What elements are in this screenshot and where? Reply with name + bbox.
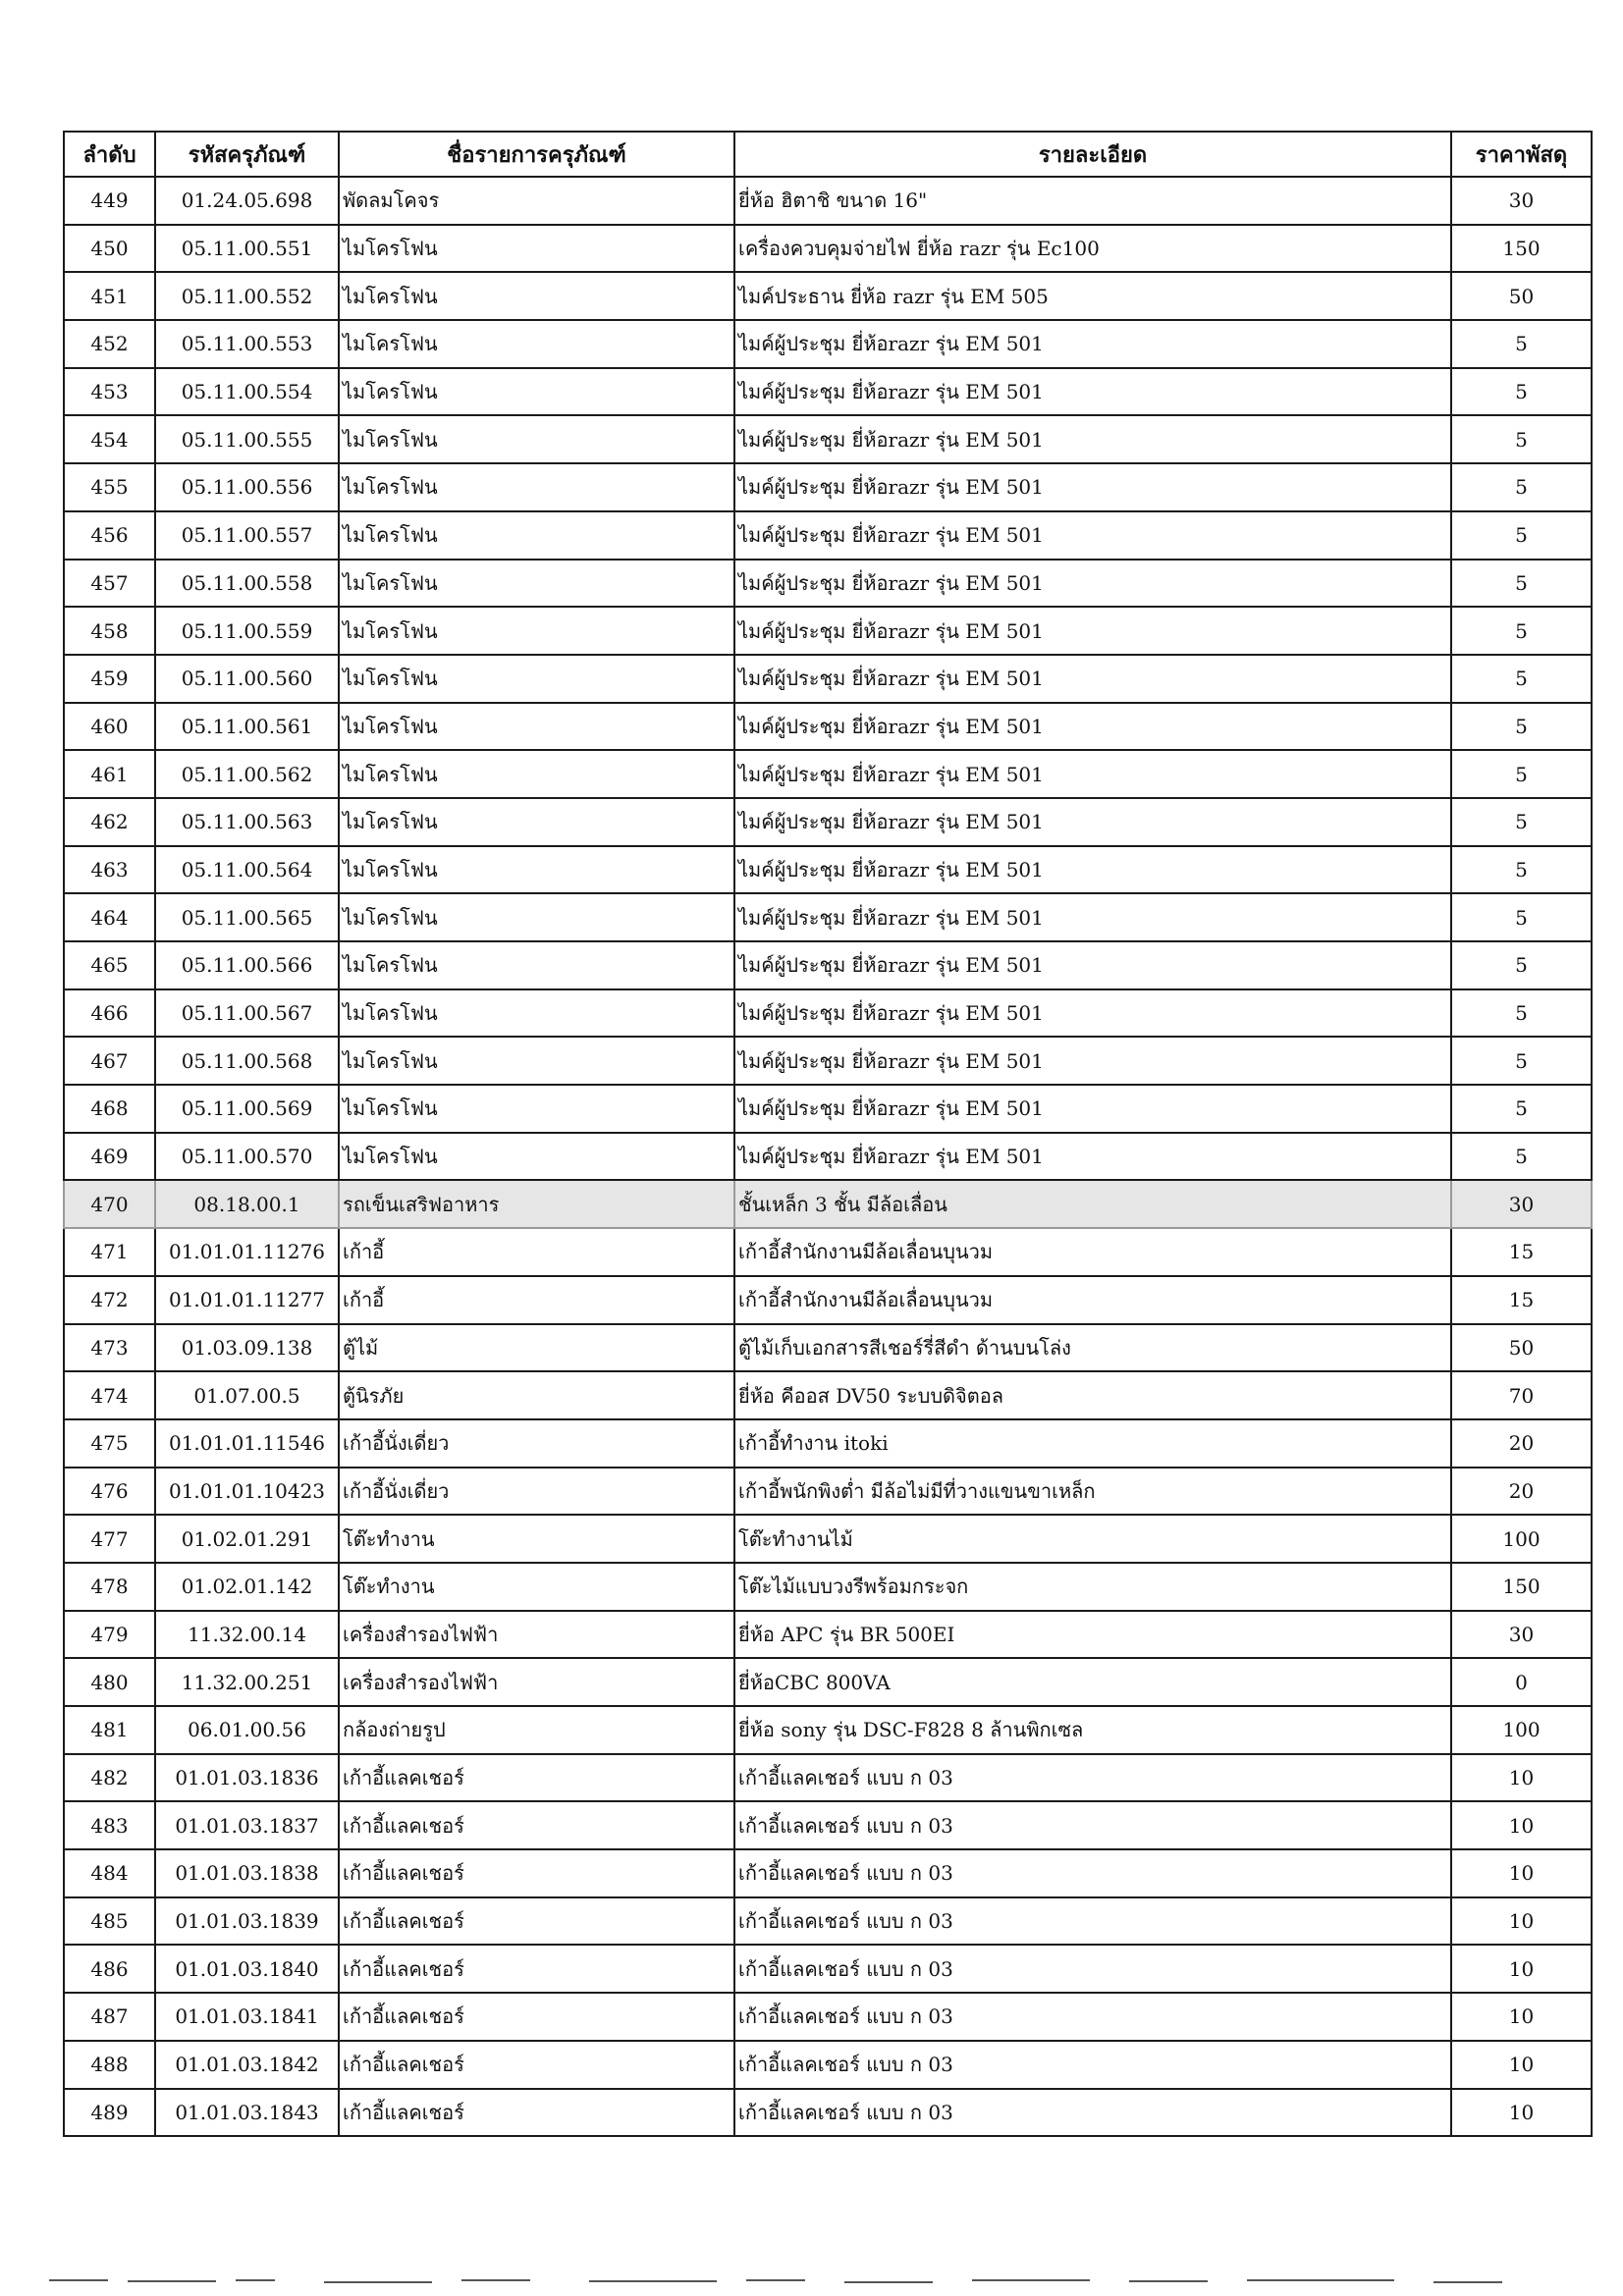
row-name-cell: เก้าอี้นั่งเดี่ยว [339,1419,734,1468]
row-name-cell: ไมโครโฟน [339,415,734,463]
row-detail-cell: เก้าอี้แลคเชอร์ แบบ ก 03 [734,1849,1451,1897]
row-price-cell: 5 [1451,798,1592,846]
row-name-cell: ไมโครโฟน [339,1133,734,1181]
row-price-cell: 10 [1451,2041,1592,2089]
row-sequence-cell: 482 [64,1754,155,1802]
row-price-cell: 5 [1451,320,1592,368]
row-price-cell: 5 [1451,893,1592,941]
row-price-cell: 100 [1451,1515,1592,1563]
row-code-cell: 05.11.00.561 [155,703,339,751]
row-sequence-cell: 469 [64,1133,155,1181]
row-price-cell: 5 [1451,655,1592,703]
row-detail-cell: เก้าอี้แลคเชอร์ แบบ ก 03 [734,1754,1451,1802]
row-sequence-cell: 479 [64,1611,155,1659]
row-sequence-cell: 456 [64,511,155,560]
row-sequence-cell: 465 [64,941,155,989]
row-price-cell: 5 [1451,846,1592,894]
row-sequence-cell: 471 [64,1228,155,1276]
row-code-cell: 01.01.01.11277 [155,1276,339,1324]
row-price-cell: 5 [1451,989,1592,1038]
row-price-cell: 5 [1451,560,1592,608]
row-name-cell: ไมโครโฟน [339,511,734,560]
row-sequence-cell: 468 [64,1085,155,1133]
row-price-cell: 10 [1451,1993,1592,2041]
row-code-cell: 05.11.00.551 [155,225,339,273]
row-code-cell: 05.11.00.565 [155,893,339,941]
row-detail-cell: โต๊ะทำงานไม้ [734,1515,1451,1563]
row-sequence-cell: 478 [64,1563,155,1611]
table-row [64,1563,1592,1611]
row-price-cell: 10 [1451,1754,1592,1802]
row-name-cell: ไมโครโฟน [339,655,734,703]
row-name-cell: ไมโครโฟน [339,272,734,320]
row-name-cell: เก้าอี้ [339,1228,734,1276]
row-detail-cell: ไมค์ผู้ประชุม ยี่ห้อrazr รุ่น EM 501 [734,1037,1451,1085]
row-name-cell: เก้าอี้แลคเชอร์ [339,2089,734,2137]
row-code-cell: 11.32.00.251 [155,1658,339,1706]
table-row [64,846,1592,894]
row-price-cell: 30 [1451,1180,1592,1228]
row-detail-cell: เก้าอี้แลคเชอร์ แบบ ก 03 [734,2041,1451,2089]
row-detail-cell: ยี่ห้อ APC รุ่น BR 500EI [734,1611,1451,1659]
row-price-cell: 5 [1451,703,1592,751]
asset-table [63,131,1593,2137]
row-sequence-cell: 480 [64,1658,155,1706]
row-price-cell: 50 [1451,272,1592,320]
row-detail-cell: ยี่ห้อ คีออส DV50 ระบบดิจิตอล [734,1371,1451,1419]
row-detail-cell: ไมค์ผู้ประชุม ยี่ห้อrazr รุ่น EM 501 [734,750,1451,798]
table-row [64,511,1592,560]
row-code-cell: 05.11.00.557 [155,511,339,560]
row-name-cell: ไมโครโฟน [339,798,734,846]
table-row [64,560,1592,608]
row-name-cell: พัดลมโคจร [339,177,734,225]
row-sequence-cell: 457 [64,560,155,608]
row-price-cell: 150 [1451,1563,1592,1611]
table-row [64,272,1592,320]
table-row [64,1754,1592,1802]
row-detail-cell: เก้าอี้แลคเชอร์ แบบ ก 03 [734,2089,1451,2137]
row-sequence-cell: 454 [64,415,155,463]
row-detail-cell: ไมค์ผู้ประชุม ยี่ห้อrazr รุ่น EM 501 [734,1133,1451,1181]
row-name-cell: เครื่องสำรองไฟฟ้า [339,1611,734,1659]
table-row [64,1993,1592,2041]
row-code-cell: 05.11.00.560 [155,655,339,703]
row-name-cell: ไมโครโฟน [339,607,734,655]
row-sequence-cell: 459 [64,655,155,703]
row-detail-cell: ไมค์ผู้ประชุม ยี่ห้อrazr รุ่น EM 501 [734,703,1451,751]
row-price-cell: 5 [1451,750,1592,798]
table-row [64,750,1592,798]
row-price-cell: 10 [1451,1849,1592,1897]
row-name-cell: ไมโครโฟน [339,750,734,798]
row-name-cell: ไมโครโฟน [339,463,734,511]
row-name-cell: โต๊ะทำงาน [339,1563,734,1611]
table-row [64,2041,1592,2089]
row-sequence-cell: 481 [64,1706,155,1754]
row-name-cell: เก้าอี้แลคเชอร์ [339,1945,734,1993]
row-sequence-cell: 450 [64,225,155,273]
row-code-cell: 06.01.00.56 [155,1706,339,1754]
row-name-cell: เก้าอี้แลคเชอร์ [339,1801,734,1849]
row-detail-cell: ไมค์ผู้ประชุม ยี่ห้อrazr รุ่น EM 501 [734,798,1451,846]
row-detail-cell: ไมค์ผู้ประชุม ยี่ห้อrazr รุ่น EM 501 [734,368,1451,416]
row-code-cell: 01.01.03.1839 [155,1897,339,1946]
row-sequence-cell: 470 [64,1180,155,1228]
row-price-cell: 50 [1451,1324,1592,1372]
row-price-cell: 70 [1451,1371,1592,1419]
row-code-cell: 01.01.01.11276 [155,1228,339,1276]
row-price-cell: 5 [1451,511,1592,560]
row-sequence-cell: 477 [64,1515,155,1563]
row-sequence-cell: 487 [64,1993,155,2041]
table-row [64,368,1592,416]
row-sequence-cell: 463 [64,846,155,894]
row-detail-cell: ไมค์ผู้ประชุม ยี่ห้อrazr รุ่น EM 501 [734,941,1451,989]
header-price: ราคาพัสดุ [1451,132,1592,177]
row-price-cell: 10 [1451,1897,1592,1946]
row-code-cell: 01.01.03.1837 [155,1801,339,1849]
row-name-cell: ไมโครโฟน [339,893,734,941]
table-row [64,1611,1592,1659]
table-row [64,1801,1592,1849]
header-asset-name: ชื่อรายการครุภัณฑ์ [339,132,734,177]
row-detail-cell: เก้าอี้สำนักงานมีล้อเลื่อนบุนวม [734,1228,1451,1276]
row-name-cell: ไมโครโฟน [339,1037,734,1085]
row-price-cell: 10 [1451,1945,1592,1993]
table-row [64,463,1592,511]
row-detail-cell: ไมค์ผู้ประชุม ยี่ห้อrazr รุ่น EM 501 [734,560,1451,608]
row-price-cell: 5 [1451,1037,1592,1085]
row-detail-cell: ไมค์ผู้ประชุม ยี่ห้อrazr รุ่น EM 501 [734,511,1451,560]
table-row [64,1371,1592,1419]
row-sequence-cell: 461 [64,750,155,798]
table-row [64,1228,1592,1276]
row-price-cell: 15 [1451,1276,1592,1324]
row-code-cell: 01.07.00.5 [155,1371,339,1419]
row-detail-cell: เก้าอี้ทำงาน itoki [734,1419,1451,1468]
table-row [64,1180,1592,1228]
table-row [64,1133,1592,1181]
row-detail-cell: เก้าอี้แลคเชอร์ แบบ ก 03 [734,1945,1451,1993]
row-sequence-cell: 451 [64,272,155,320]
table-row [64,320,1592,368]
table-row [64,177,1592,225]
row-code-cell: 01.01.03.1842 [155,2041,339,2089]
asset-list-sheet [63,131,1591,2137]
row-code-cell: 05.11.00.569 [155,1085,339,1133]
header-asset-code: รหัสครุภัณฑ์ [155,132,339,177]
row-sequence-cell: 460 [64,703,155,751]
row-price-cell: 15 [1451,1228,1592,1276]
table-row [64,798,1592,846]
row-name-cell: เก้าอี้แลคเชอร์ [339,1897,734,1946]
row-detail-cell: เครื่องควบคุมจ่ายไฟ ยี่ห้อ razr รุ่น Ec100 [734,225,1451,273]
row-code-cell: 01.01.01.10423 [155,1468,339,1516]
row-name-cell: ไมโครโฟน [339,846,734,894]
row-name-cell: ตู้นิรภัย [339,1371,734,1419]
row-sequence-cell: 484 [64,1849,155,1897]
row-name-cell: ไมโครโฟน [339,368,734,416]
table-row [64,655,1592,703]
row-price-cell: 5 [1451,368,1592,416]
row-code-cell: 01.02.01.142 [155,1563,339,1611]
row-name-cell: เก้าอี้แลคเชอร์ [339,1849,734,1897]
row-code-cell: 05.11.00.553 [155,320,339,368]
row-code-cell: 01.01.03.1838 [155,1849,339,1897]
row-price-cell: 30 [1451,1611,1592,1659]
table-row [64,1085,1592,1133]
table-row [64,1276,1592,1324]
table-row [64,1706,1592,1754]
table-row [64,1658,1592,1706]
row-sequence-cell: 453 [64,368,155,416]
row-name-cell: เก้าอี้นั่งเดี่ยว [339,1468,734,1516]
row-name-cell: ไมโครโฟน [339,320,734,368]
row-code-cell: 05.11.00.555 [155,415,339,463]
row-name-cell: รถเข็นเสริฟอาหาร [339,1180,734,1228]
row-code-cell: 05.11.00.554 [155,368,339,416]
row-detail-cell: ไมค์ผู้ประชุม ยี่ห้อrazr รุ่น EM 501 [734,320,1451,368]
row-detail-cell: เก้าอี้พนักพิงต่ำ มีล้อไม่มีที่วางแขนขาเหล็ก [734,1468,1451,1516]
row-price-cell: 30 [1451,177,1592,225]
row-detail-cell: ชั้นเหล็ก 3 ชั้น มีล้อเลื่อน [734,1180,1451,1228]
table-row [64,893,1592,941]
row-code-cell: 05.11.00.570 [155,1133,339,1181]
row-price-cell: 5 [1451,1085,1592,1133]
row-sequence-cell: 488 [64,2041,155,2089]
row-name-cell: เก้าอี้แลคเชอร์ [339,1754,734,1802]
table-row [64,2089,1592,2137]
row-code-cell: 01.01.01.11546 [155,1419,339,1468]
row-sequence-cell: 485 [64,1897,155,1946]
row-sequence-cell: 472 [64,1276,155,1324]
row-code-cell: 05.11.00.558 [155,560,339,608]
row-price-cell: 5 [1451,415,1592,463]
row-code-cell: 05.11.00.552 [155,272,339,320]
row-sequence-cell: 473 [64,1324,155,1372]
header-detail: รายละเอียด [734,132,1451,177]
row-price-cell: 20 [1451,1419,1592,1468]
row-name-cell: เก้าอี้ [339,1276,734,1324]
row-code-cell: 01.24.05.698 [155,177,339,225]
row-sequence-cell: 476 [64,1468,155,1516]
row-price-cell: 5 [1451,941,1592,989]
row-detail-cell: ไมค์ผู้ประชุม ยี่ห้อrazr รุ่น EM 501 [734,846,1451,894]
row-detail-cell: เก้าอี้สำนักงานมีล้อเลื่อนบุนวม [734,1276,1451,1324]
row-name-cell: ไมโครโฟน [339,1085,734,1133]
row-detail-cell: เก้าอี้แลคเชอร์ แบบ ก 03 [734,1801,1451,1849]
table-row [64,1897,1592,1946]
table-row [64,1037,1592,1085]
table-row [64,1945,1592,1993]
row-price-cell: 10 [1451,1801,1592,1849]
row-detail-cell: เก้าอี้แลคเชอร์ แบบ ก 03 [734,1897,1451,1946]
row-sequence-cell: 452 [64,320,155,368]
row-detail-cell: เก้าอี้แลคเชอร์ แบบ ก 03 [734,1993,1451,2041]
row-code-cell: 05.11.00.566 [155,941,339,989]
row-detail-cell: ไมค์ผู้ประชุม ยี่ห้อrazr รุ่น EM 501 [734,607,1451,655]
row-detail-cell: ไมค์ผู้ประชุม ยี่ห้อrazr รุ่น EM 501 [734,893,1451,941]
row-code-cell: 01.01.03.1836 [155,1754,339,1802]
table-row [64,941,1592,989]
row-code-cell: 08.18.00.1 [155,1180,339,1228]
row-name-cell: ไมโครโฟน [339,941,734,989]
scan-edge-artifact [0,2275,1623,2289]
row-name-cell: เก้าอี้แลคเชอร์ [339,2041,734,2089]
row-detail-cell: ยี่ห้อ ฮิตาชิ ขนาด 16" [734,177,1451,225]
table-row [64,1515,1592,1563]
row-sequence-cell: 486 [64,1945,155,1993]
row-sequence-cell: 475 [64,1419,155,1468]
row-detail-cell: ไมค์ผู้ประชุม ยี่ห้อrazr รุ่น EM 501 [734,655,1451,703]
table-row [64,1324,1592,1372]
row-detail-cell: ไมค์ประธาน ยี่ห้อ razr รุ่น EM 505 [734,272,1451,320]
table-row [64,607,1592,655]
row-detail-cell: ไมค์ผู้ประชุม ยี่ห้อrazr รุ่น EM 501 [734,463,1451,511]
row-name-cell: โต๊ะทำงาน [339,1515,734,1563]
row-sequence-cell: 474 [64,1371,155,1419]
row-name-cell: ไมโครโฟน [339,560,734,608]
table-row [64,703,1592,751]
header-sequence: ลำดับ [64,132,155,177]
row-code-cell: 05.11.00.556 [155,463,339,511]
row-code-cell: 01.01.03.1840 [155,1945,339,1993]
row-sequence-cell: 458 [64,607,155,655]
row-sequence-cell: 462 [64,798,155,846]
table-row [64,989,1592,1038]
row-price-cell: 10 [1451,2089,1592,2137]
row-sequence-cell: 449 [64,177,155,225]
row-code-cell: 05.11.00.568 [155,1037,339,1085]
row-sequence-cell: 489 [64,2089,155,2137]
row-name-cell: ไมโครโฟน [339,225,734,273]
row-detail-cell: ไมค์ผู้ประชุม ยี่ห้อrazr รุ่น EM 501 [734,1085,1451,1133]
table-row [64,415,1592,463]
row-name-cell: เก้าอี้แลคเชอร์ [339,1993,734,2041]
row-code-cell: 05.11.00.562 [155,750,339,798]
row-price-cell: 5 [1451,1133,1592,1181]
row-code-cell: 01.02.01.291 [155,1515,339,1563]
row-price-cell: 5 [1451,607,1592,655]
row-price-cell: 20 [1451,1468,1592,1516]
row-code-cell: 05.11.00.567 [155,989,339,1038]
row-name-cell: กล้องถ่ายรูป [339,1706,734,1754]
row-price-cell: 0 [1451,1658,1592,1706]
row-price-cell: 150 [1451,225,1592,273]
table-row [64,225,1592,273]
row-code-cell: 05.11.00.564 [155,846,339,894]
row-code-cell: 05.11.00.559 [155,607,339,655]
row-code-cell: 11.32.00.14 [155,1611,339,1659]
row-name-cell: ตู้ไม้ [339,1324,734,1372]
row-detail-cell: ตู้ไม้เก็บเอกสารสีเชอร์รี่สีดำ ด้านบนโล่ง [734,1324,1451,1372]
row-sequence-cell: 466 [64,989,155,1038]
row-detail-cell: ไมค์ผู้ประชุม ยี่ห้อrazr รุ่น EM 501 [734,989,1451,1038]
row-price-cell: 100 [1451,1706,1592,1754]
table-header-row [64,132,1592,177]
row-sequence-cell: 455 [64,463,155,511]
row-code-cell: 01.03.09.138 [155,1324,339,1372]
row-sequence-cell: 464 [64,893,155,941]
row-detail-cell: โต๊ะไม้แบบวงรีพร้อมกระจก [734,1563,1451,1611]
row-detail-cell: ยี่ห้อ sony รุ่น DSC-F828 8 ล้านพิกเซล [734,1706,1451,1754]
row-sequence-cell: 483 [64,1801,155,1849]
row-name-cell: เครื่องสำรองไฟฟ้า [339,1658,734,1706]
table-row [64,1849,1592,1897]
row-sequence-cell: 467 [64,1037,155,1085]
row-name-cell: ไมโครโฟน [339,989,734,1038]
row-code-cell: 01.01.03.1841 [155,1993,339,2041]
row-code-cell: 01.01.03.1843 [155,2089,339,2137]
row-name-cell: ไมโครโฟน [339,703,734,751]
row-detail-cell: ยี่ห้อCBC 800VA [734,1658,1451,1706]
table-row [64,1419,1592,1468]
table-row [64,1468,1592,1516]
row-detail-cell: ไมค์ผู้ประชุม ยี่ห้อrazr รุ่น EM 501 [734,415,1451,463]
row-code-cell: 05.11.00.563 [155,798,339,846]
row-price-cell: 5 [1451,463,1592,511]
